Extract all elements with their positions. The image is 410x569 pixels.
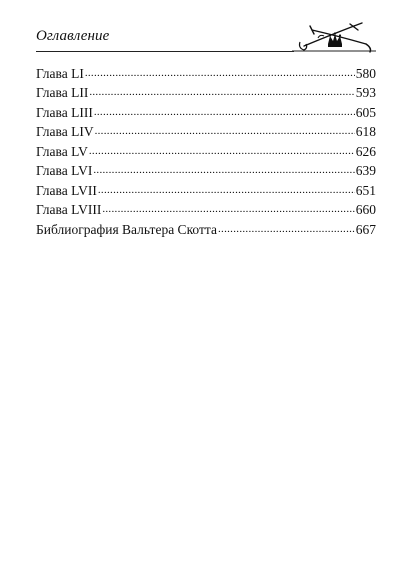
toc-entry-title: Библиография Вальтера Скотта — [36, 221, 217, 237]
toc-dot-leader — [95, 123, 355, 137]
toc-entry-page: 593 — [355, 85, 376, 100]
toc-entry-page: 651 — [355, 182, 376, 198]
toc-dot-leader — [89, 142, 355, 156]
toc-dot-leader — [218, 220, 355, 234]
toc-dot-leader — [89, 84, 354, 98]
toc-entry-title: Глава LI — [36, 65, 84, 81]
toc-entry-title: Глава LII — [36, 85, 89, 100]
toc-entry[interactable] — [36, 220, 376, 240]
toc-entry[interactable] — [36, 84, 376, 104]
toc-entry-page: 605 — [355, 104, 376, 120]
toc-entry-page: 580 — [355, 65, 376, 81]
toc-entry-title: Глава LIII — [36, 104, 93, 120]
toc-entry[interactable] — [36, 123, 376, 143]
toc-entry-page: 639 — [355, 163, 376, 178]
toc-entry-title: Глава LVIII — [36, 202, 102, 217]
toc-entry-page: 618 — [355, 124, 376, 139]
toc-dot-leader — [85, 64, 355, 78]
toc-entry-title: Глава LVII — [36, 182, 97, 198]
toc-entry-title: Глава LIV — [36, 124, 94, 139]
toc-dot-leader — [102, 201, 354, 215]
toc-entry-title: Глава LVI — [36, 163, 93, 178]
running-title: Оглавление — [36, 28, 110, 44]
toc-entry-page: 626 — [355, 143, 376, 159]
toc-entry-title: Глава LV — [36, 143, 88, 159]
toc-dot-leader — [98, 181, 355, 195]
crown-crossed-swords-icon — [292, 22, 376, 56]
toc-entry[interactable] — [36, 64, 376, 84]
toc-entry-page: 660 — [355, 202, 376, 217]
table-of-contents — [36, 64, 376, 240]
toc-dot-leader — [94, 103, 355, 117]
toc-entry[interactable] — [36, 142, 376, 162]
page-header — [36, 22, 376, 56]
toc-entry[interactable] — [36, 181, 376, 201]
toc-entry[interactable] — [36, 162, 376, 182]
toc-dot-leader — [93, 162, 354, 176]
toc-entry[interactable] — [36, 103, 376, 123]
toc-entry[interactable] — [36, 201, 376, 221]
header-rule — [36, 51, 294, 52]
toc-entry-page: 667 — [355, 221, 376, 237]
